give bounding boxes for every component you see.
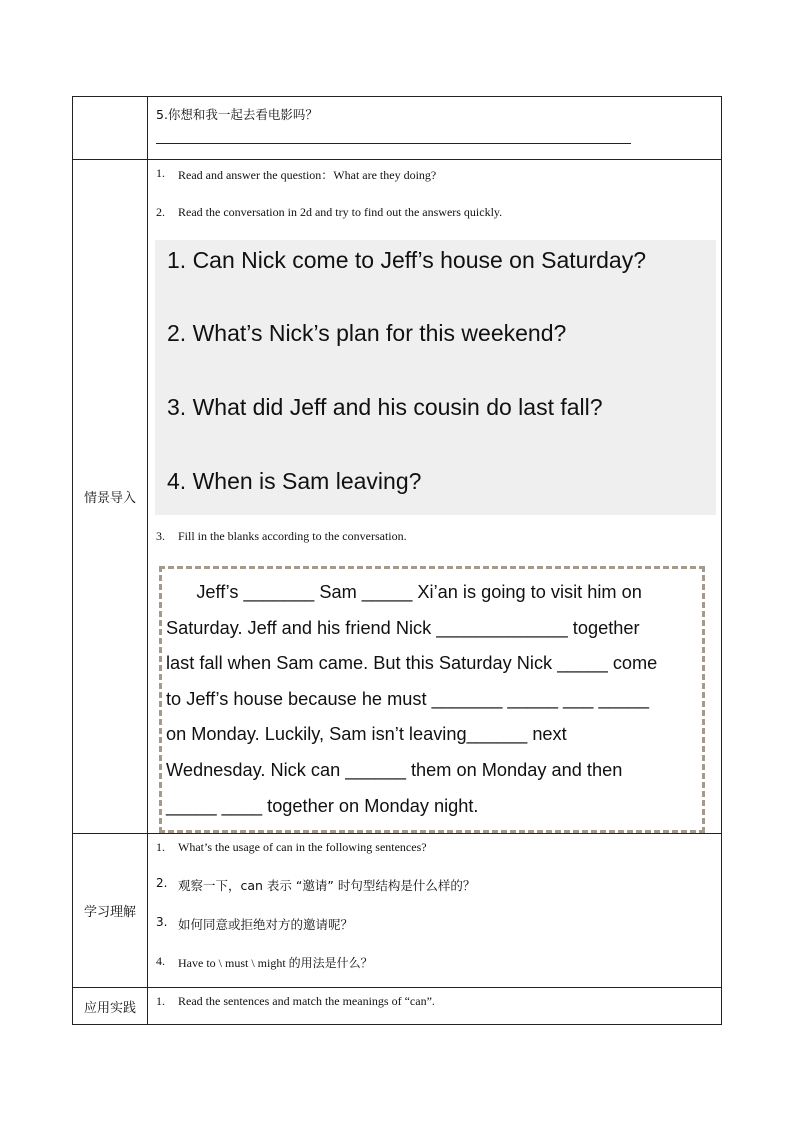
label-application-practice: 应用实践 (73, 988, 148, 1025)
understanding-item-1-num: 1. (156, 840, 165, 855)
understanding-item-2-num: 2. (156, 876, 168, 891)
instruction-1 (156, 160, 715, 183)
question-item: 2. What’s Nick’s plan for this weekend? (167, 320, 567, 346)
passage-line: Saturday. Jeff and his friend Nick _____________ together (166, 617, 640, 638)
application-practice-cell (148, 988, 722, 1025)
understanding-item-1 (156, 834, 715, 855)
passage-line: last fall when Sam came. But this Saturday Nick _____ come (166, 653, 658, 674)
passage-line: Jeff’s _______ Sam _____ Xi’an is going to visit him on (166, 582, 642, 602)
instruction-1-num: 1. (156, 166, 165, 180)
row-question-5 (73, 97, 722, 160)
row-application-practice (73, 988, 722, 1025)
row-learning-understanding (73, 834, 722, 988)
question-5-cell (148, 97, 722, 160)
instruction-2-text: Read the conversation in 2d and try to find out the answers quickly. (178, 205, 503, 219)
learning-understanding-cell (148, 834, 722, 988)
understanding-item-2-text: 观察一下，can 表示 “邀请” 时句型结构是什么样的？ (178, 878, 476, 894)
understanding-item-4-text: Have to \ must \ might 的用法是什么？ (178, 956, 373, 971)
passage-line: on Monday. Luckily, Sam isn’t leaving______ next (166, 724, 567, 745)
question-5-text: 5.你想和我一起去看电影吗？ (156, 107, 318, 122)
understanding-item-2 (156, 876, 715, 894)
lesson-plan-table (72, 96, 722, 1025)
practice-item-1 (156, 988, 715, 1009)
questions-box (155, 240, 716, 515)
situation-intro-cell (148, 160, 722, 834)
question-item: 3. What did Jeff and his cousin do last fall? (167, 394, 603, 420)
question-item: 1. Can Nick come to Jeff’s house on Saturday? (167, 247, 647, 273)
instruction-2-num: 2. (156, 205, 165, 219)
practice-item-1-num: 1. (156, 994, 165, 1009)
passage-line: to Jeff’s house because he must _______ _____ ___ _____ (166, 688, 650, 709)
understanding-item-3-num: 3. (156, 915, 168, 930)
question-item: 4. When is Sam leaving? (167, 468, 422, 494)
label-situation-intro: 情景导入 (73, 160, 148, 834)
understanding-item-4 (156, 954, 715, 971)
label-learning-understanding: 学习理解 (73, 834, 148, 988)
understanding-item-3-text: 如何同意或拒绝对方的邀请呢？ (178, 917, 354, 933)
instruction-3-num: 3. (156, 529, 165, 543)
practice-item-1-text: Read the sentences and match the meanings of “can”. (178, 994, 435, 1009)
instruction-1-text: Read and answer the question：What are they doing? (178, 168, 437, 182)
instruction-3 (156, 529, 715, 544)
passage-line: Wednesday. Nick can ______ them on Monday and then (166, 759, 623, 780)
answer-line[interactable] (156, 143, 631, 144)
instruction-3-text: Fill in the blanks according to the conversation. (178, 529, 407, 543)
passage-line: _____ ____ together on Monday night. (166, 795, 479, 816)
fill-in-passage-box (159, 566, 705, 833)
understanding-item-3 (156, 915, 715, 933)
understanding-item-1-text: What’s the usage of can in the following sentences? (178, 840, 427, 855)
row-situation-intro (73, 160, 722, 834)
empty-label-cell (73, 97, 148, 160)
instruction-2 (156, 205, 715, 220)
understanding-item-4-num: 4. (156, 954, 165, 969)
